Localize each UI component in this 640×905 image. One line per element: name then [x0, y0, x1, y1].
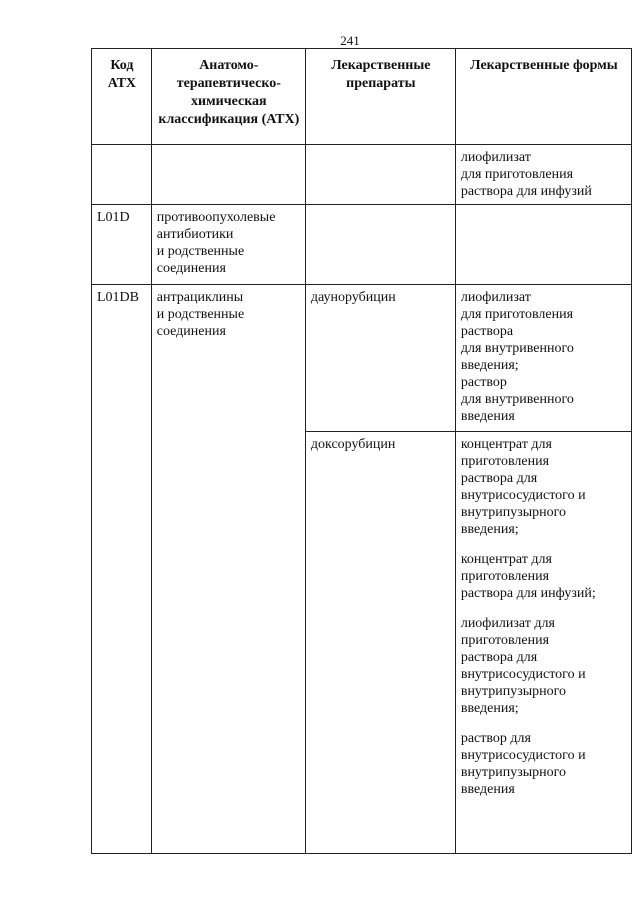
table-row-l01d — [92, 205, 632, 285]
header-code: Код АТХ — [92, 49, 152, 145]
table-row-l01db-daunorubicin — [92, 285, 632, 432]
form-block: раствор для внутрисосудистого и внутрипузырного введения — [460, 731, 586, 797]
cell-drug-empty — [305, 145, 455, 205]
cell-form-doxorubicin — [455, 432, 631, 854]
form-block: лиофилизат для приготовления раствора для внутрисосудистого и внутрипузырного введения; — [460, 616, 586, 716]
form-block: концентрат для приготовления раствора для инфузий; — [460, 552, 596, 601]
form-block: концентрат для приготовления раствора для внутрисосудистого и внутрипузырного введения; — [460, 437, 586, 537]
form-block: лиофилизат для приготовления раствора для внутривенного введения; раствор для внутривенного введения — [460, 290, 574, 424]
header-forms: Лекарственные формы — [455, 49, 631, 145]
cell-classification-empty — [151, 145, 305, 205]
header-classification: Анатомо-терапевтическо-химическая классификация (АТХ) — [151, 49, 305, 145]
cell-form-daunorubicin — [455, 285, 631, 432]
cell-code-empty — [92, 145, 152, 205]
cell-code-l01db: L01DB — [92, 285, 152, 854]
header-drugs: Лекарственные препараты — [305, 49, 455, 145]
form-block: лиофилизат для приготовления раствора для инфузий — [460, 150, 592, 199]
cell-classification-l01db: антрациклины и родственные соединения — [151, 285, 305, 854]
cell-drug-daunorubicin: даунорубицин — [305, 285, 455, 432]
table-row-continuation — [92, 145, 632, 205]
table-header-row — [92, 49, 632, 145]
cell-code-l01d: L01D — [92, 205, 152, 285]
cell-classification-l01d: противоопухолевые антибиотики и родственные соединения — [151, 205, 305, 285]
drug-classification-table — [91, 48, 632, 854]
cell-drug-doxorubicin: доксорубицин — [305, 432, 455, 854]
cell-form-continuation — [455, 145, 631, 205]
cell-form-l01d-empty — [455, 205, 631, 285]
page-number: 241 — [340, 33, 360, 48]
cell-drug-l01d-empty — [305, 205, 455, 285]
